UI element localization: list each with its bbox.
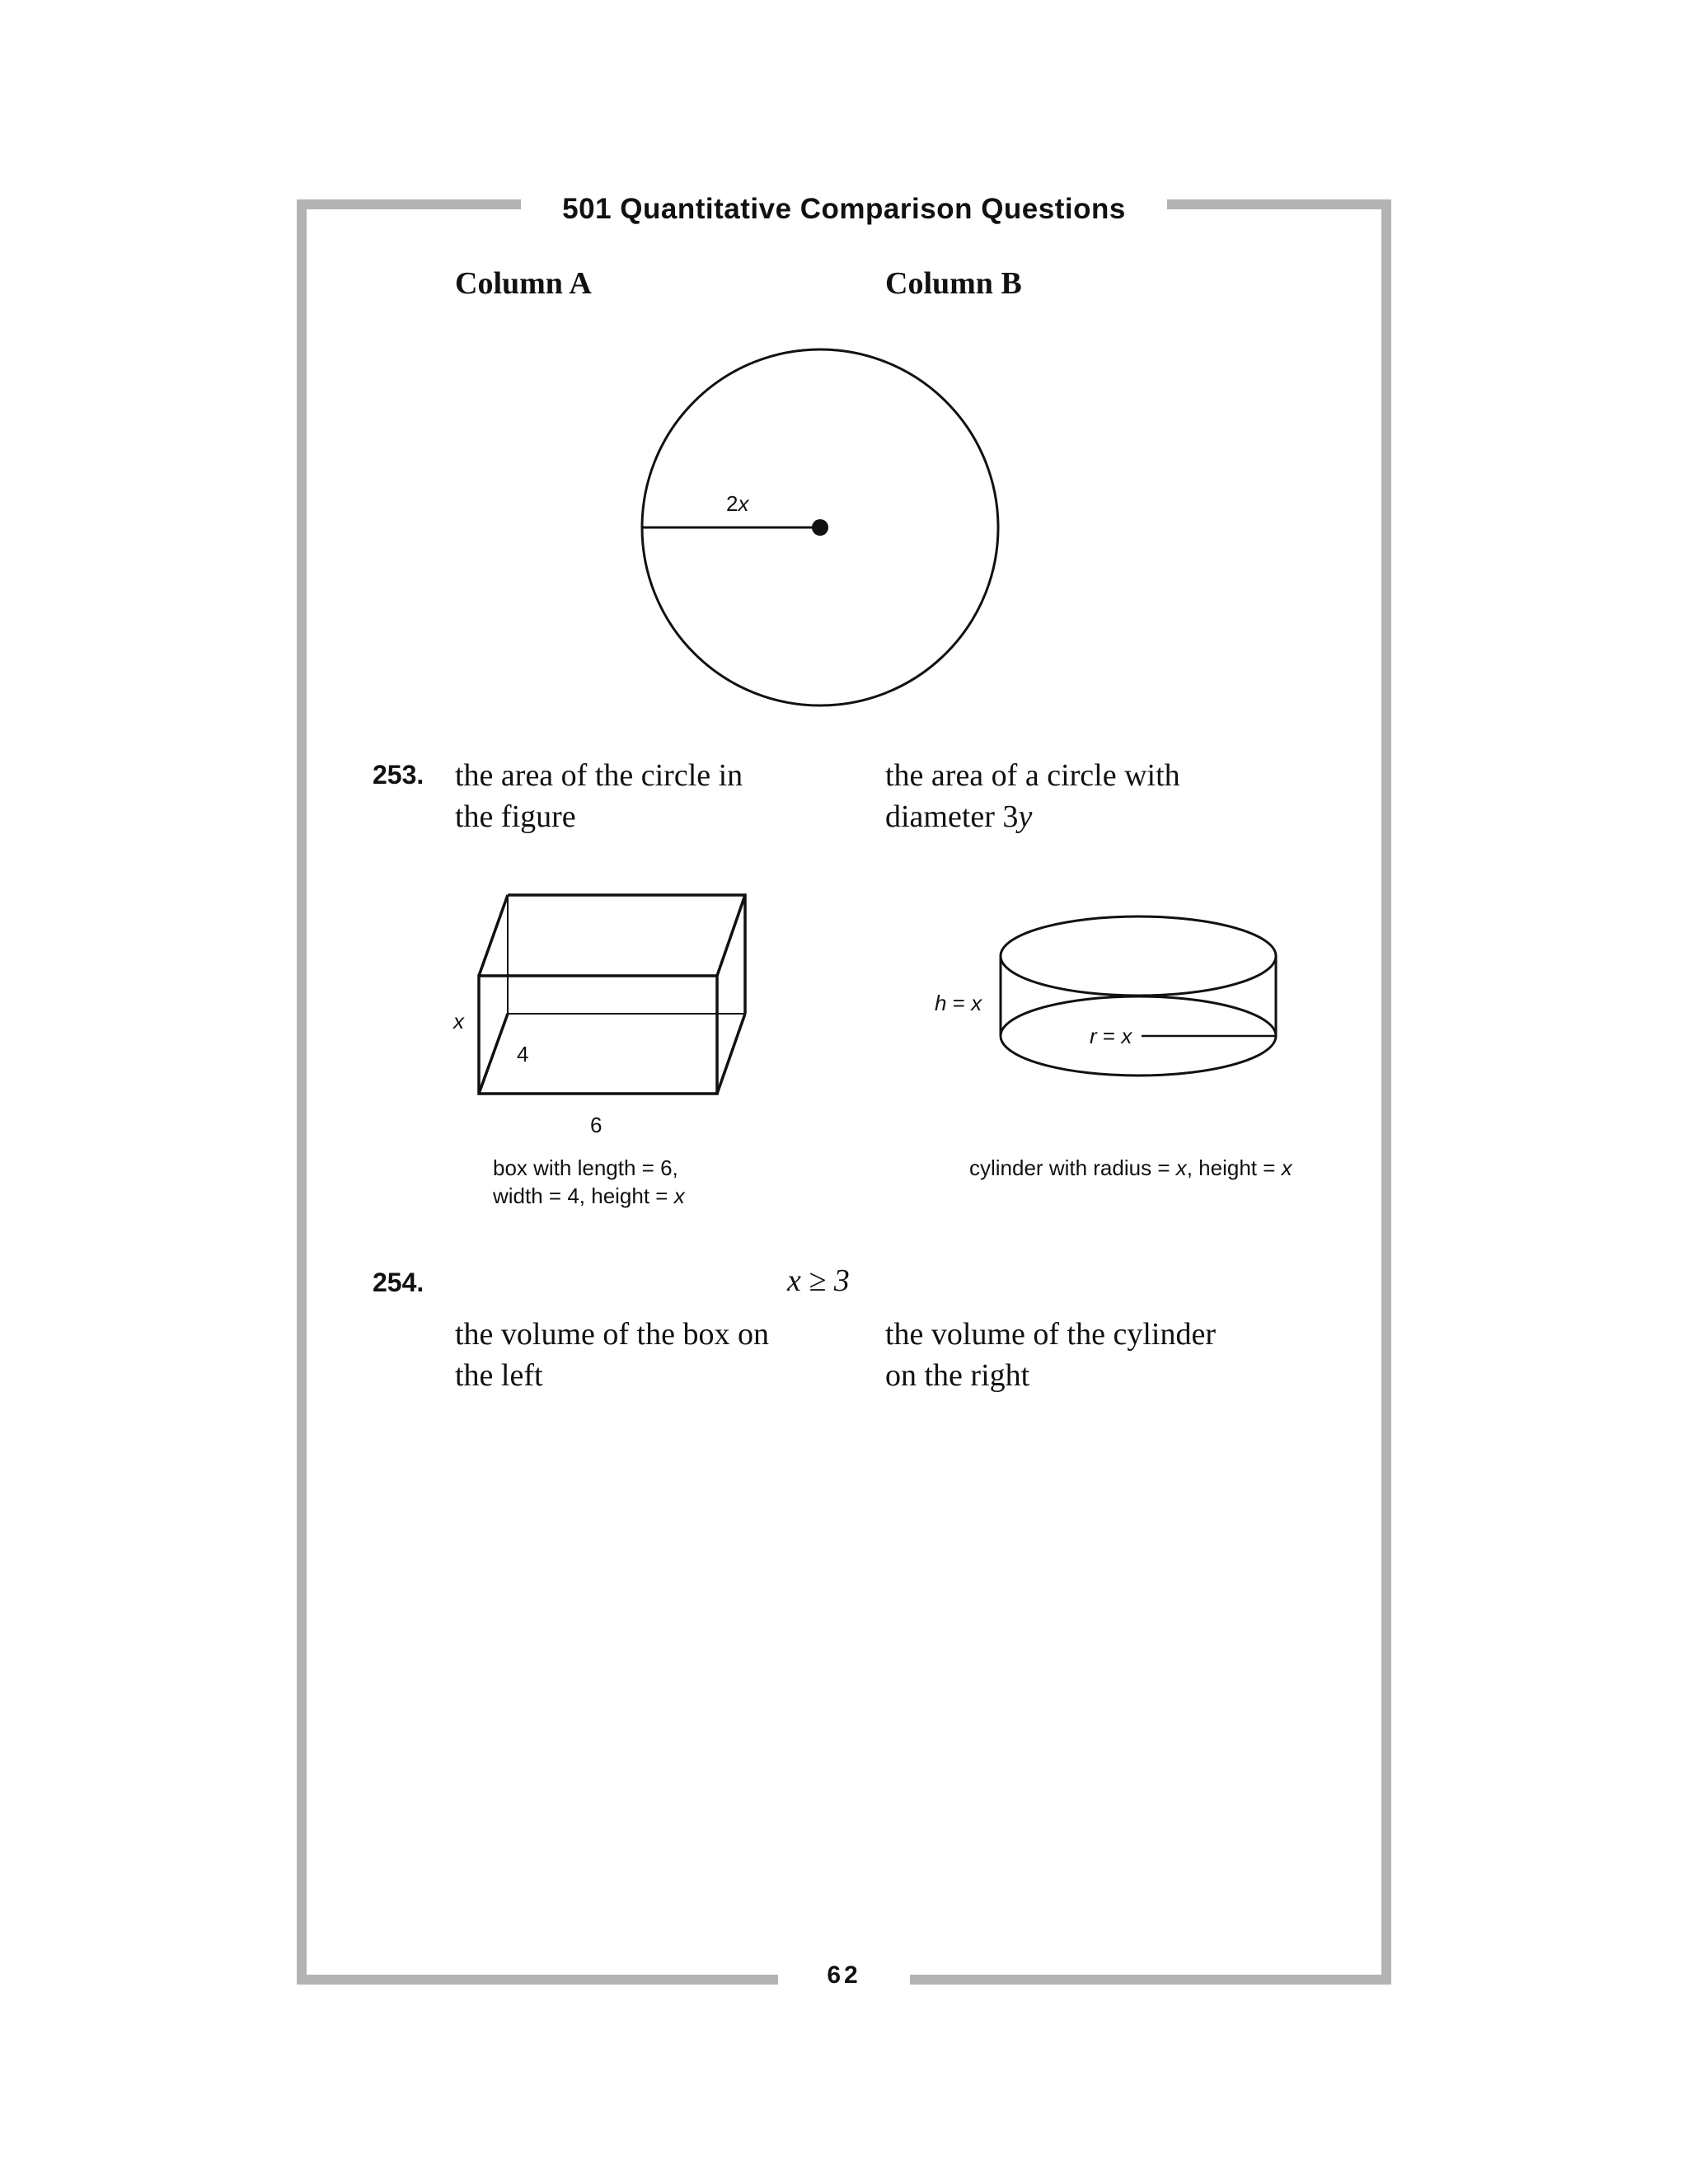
box-edge-top-right (717, 895, 745, 976)
radius-label: 2x (726, 491, 749, 516)
question-253-column-b (885, 755, 1264, 837)
frame-top-right (1167, 199, 1391, 209)
cylinder-caption: cylinder with radius = x, height = x (969, 1155, 1292, 1180)
frame-bottom-left (297, 1975, 778, 1985)
frame-bottom-right (910, 1975, 1391, 1985)
column-b-heading: Column B (885, 266, 1022, 301)
box-height-label: x (453, 1009, 464, 1033)
question-253-column-b-line2: diameter 3y (885, 799, 1033, 834)
question-254-column-b: the volume of the cylinder on the right (885, 1317, 1216, 1393)
page-header-title: 501 Quantitative Comparison Questions (562, 193, 1126, 225)
box-length-label: 6 (590, 1113, 603, 1137)
cylinder-top-ellipse (1001, 916, 1276, 996)
circle-figure (635, 344, 1009, 719)
box-edge-top-left (479, 895, 508, 976)
box-edge-bottom-right (717, 1014, 745, 1094)
box-front-face (479, 976, 717, 1094)
box-caption (493, 1154, 685, 1210)
question-254-condition: x ≥ 3 (787, 1263, 850, 1298)
cylinder-figure (923, 907, 1286, 1088)
question-253-number: 253. (373, 760, 424, 790)
question-254-column-a: the volume of the box on the left (455, 1317, 769, 1393)
question-253-column-b-line1: the area of a circle with (885, 758, 1180, 793)
question-253-column-a: the area of the circle in the figure (455, 758, 743, 834)
question-254-number: 254. (373, 1268, 424, 1297)
cylinder-radius-label: r = x (1090, 1024, 1132, 1048)
cylinder-height-label: h = x (935, 991, 982, 1015)
box-width-label: 4 (517, 1042, 529, 1066)
frame-top-left (297, 199, 521, 209)
circle-center-dot (812, 519, 828, 536)
box-figure (445, 890, 758, 1137)
frame-right (1381, 199, 1391, 1985)
box-caption-line2: width = 4, height = x (493, 1183, 685, 1208)
column-a-heading: Column A (455, 266, 592, 301)
box-caption-line1: box with length = 6, (493, 1155, 678, 1180)
box-back-top-right (508, 895, 745, 1014)
frame-left (297, 199, 307, 1985)
page-number: 62 (827, 1961, 861, 1989)
box-edge-bottom-left (479, 1014, 508, 1094)
